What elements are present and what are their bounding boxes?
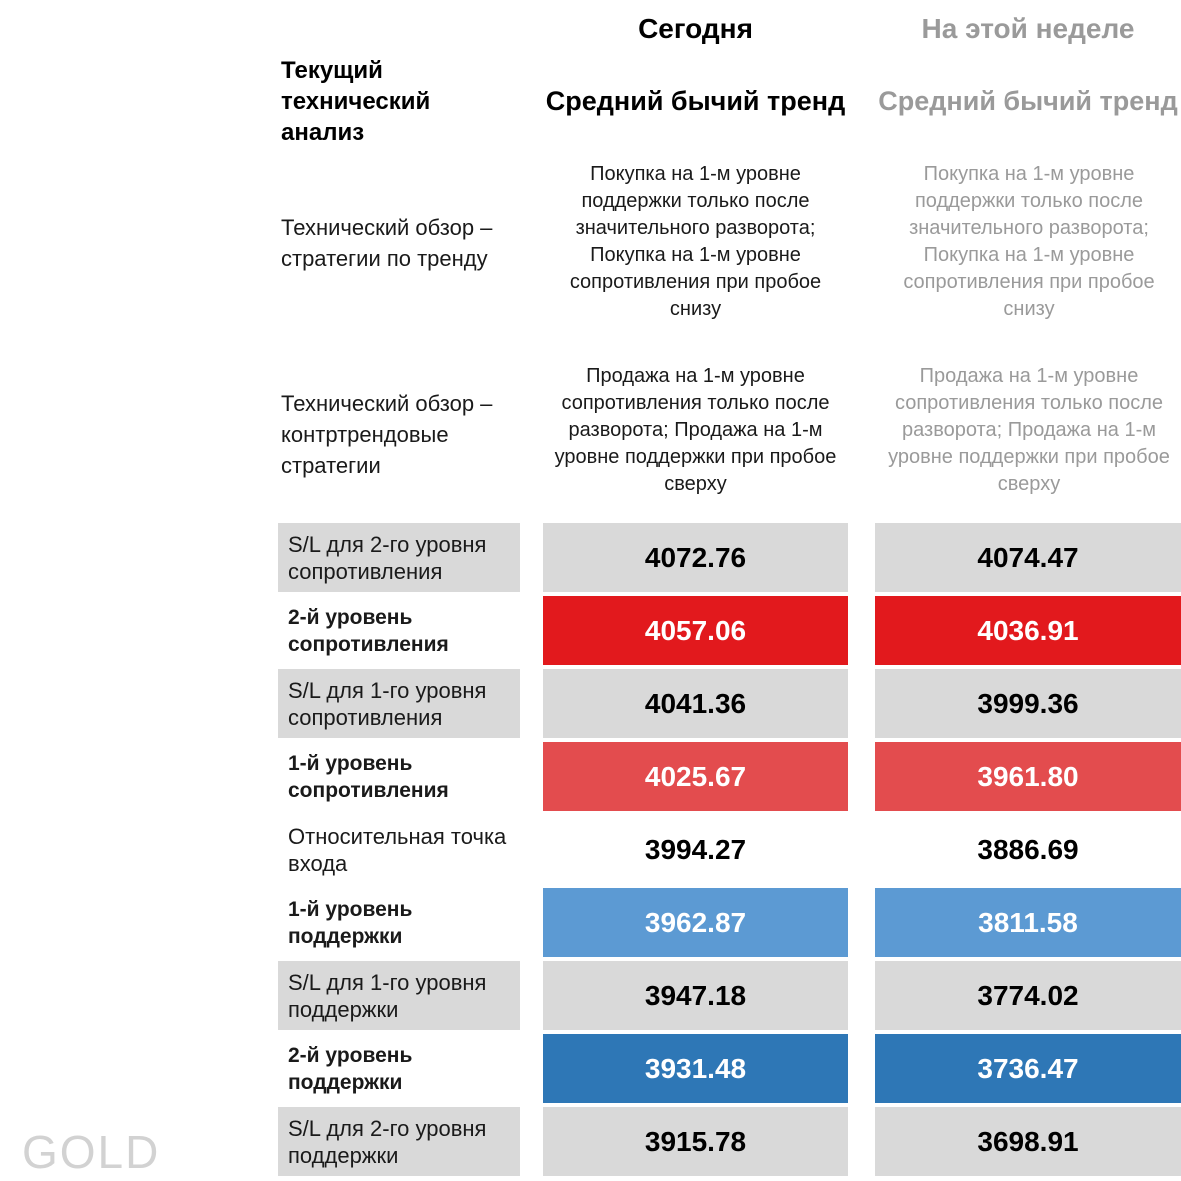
instrument-watermark: GOLD — [22, 1126, 161, 1178]
strategy-countertrend-today: Продажа на 1-м уровне сопротивления только после разворота; Продажа на 1-м уровне поддержки при пробое сверху — [554, 365, 837, 495]
level-value-today: 4057.06 — [543, 596, 848, 665]
trend-summary-today: Средний бычий тренд — [545, 86, 846, 116]
level-value-week: 3811.58 — [875, 888, 1181, 957]
level-value-week: 3774.02 — [875, 961, 1181, 1030]
strategy-trend-week: Покупка на 1-м уровне поддержки только после значительного разворота; Покупка на 1-м уровне сопротивления при пробое снизу — [903, 163, 1155, 320]
level-value-today: 3931.48 — [543, 1034, 848, 1103]
level-value-today: 4025.67 — [543, 742, 848, 811]
level-value-week: 3961.80 — [875, 742, 1181, 811]
level-row-sl-resistance-2 — [0, 523, 1181, 592]
level-value-today: 3915.78 — [543, 1107, 848, 1176]
level-row-sl-support-2 — [0, 1107, 1181, 1176]
strategy-row-label-trend: Технический обзор – стратегии по тренду — [281, 215, 493, 271]
level-label: S/L для 2-го уровня поддержки — [278, 1107, 520, 1176]
level-label: 2-й уровень сопротивления — [288, 605, 449, 656]
level-label: 1-й уровень поддержки — [288, 897, 413, 948]
levels-table — [0, 523, 1181, 1180]
strategy-row-label-countertrend: Технический обзор – контртрендовые стратегии — [281, 391, 493, 478]
strategy-countertrend-week: Продажа на 1-м уровне сопротивления только после разворота; Продажа на 1-м уровне поддержки при пробое сверху — [888, 365, 1170, 495]
level-row-entry-point — [0, 815, 1181, 884]
level-value-week: 3736.47 — [875, 1034, 1181, 1103]
level-label: Относительная точка входа — [288, 823, 507, 876]
level-value-week: 3999.36 — [875, 669, 1181, 738]
level-value-week: 3886.69 — [875, 815, 1181, 884]
level-value-today: 3962.87 — [543, 888, 848, 957]
strategy-trend-today: Покупка на 1-м уровне поддержки только после значительного разворота; Покупка на 1-м уровне сопротивления при пробое снизу — [569, 163, 822, 320]
level-row-sl-support-1 — [0, 961, 1181, 1030]
level-value-week: 4036.91 — [875, 596, 1181, 665]
column-header-today: Сегодня — [638, 13, 753, 44]
level-label: 2-й уровень поддержки — [288, 1043, 413, 1094]
level-label: S/L для 1-го уровня поддержки — [278, 961, 520, 1030]
level-label: S/L для 2-го уровня сопротивления — [278, 523, 520, 592]
column-header-week: На этой неделе — [921, 13, 1135, 44]
level-value-today: 3947.18 — [543, 961, 848, 1030]
level-row-support-2 — [0, 1034, 1181, 1103]
level-value-today: 3994.27 — [543, 815, 848, 884]
level-value-today: 4041.36 — [543, 669, 848, 738]
level-label: S/L для 1-го уровня сопротивления — [278, 669, 520, 738]
level-value-week: 3698.91 — [875, 1107, 1181, 1176]
level-value-today: 4072.76 — [543, 523, 848, 592]
trend-summary-week: Средний бычий тренд — [878, 86, 1178, 116]
level-row-resistance-1 — [0, 742, 1181, 811]
table-title: Текущий технический анализ — [281, 57, 431, 146]
level-row-resistance-2 — [0, 596, 1181, 665]
level-label: 1-й уровень сопротивления — [288, 751, 449, 802]
level-value-week: 4074.47 — [875, 523, 1181, 592]
level-row-support-1 — [0, 888, 1181, 957]
level-row-sl-resistance-1 — [0, 669, 1181, 738]
